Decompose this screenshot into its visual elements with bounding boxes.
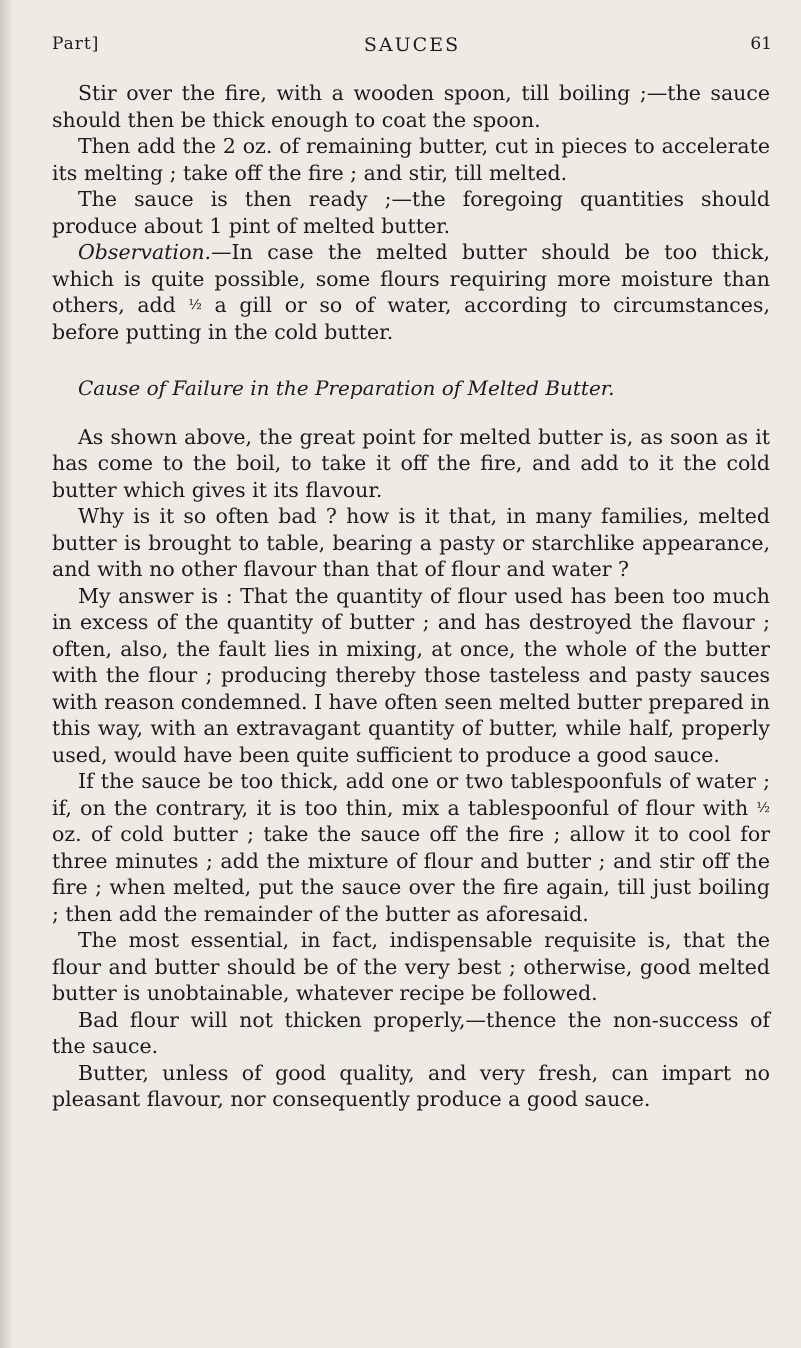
paragraph: Butter, unless of good quality, and very fresh, can impart no pleasant flavour, nor consequently produce a good sauce. <box>52 1060 770 1111</box>
fraction: ½ <box>188 297 202 313</box>
observation-label: Observation. <box>78 240 212 264</box>
fraction: ½ <box>756 799 770 816</box>
paragraph: The sauce is then ready ;—the foregoing quantities should produce about 1 pint of melted butter. <box>52 187 770 238</box>
page-gutter-shadow <box>0 0 14 1348</box>
page-number: 61 <box>750 34 772 54</box>
paragraph: Then add the 2 oz. of remaining butter, cut in pieces to accelerate its melting ; take off the fire ; and stir, till melted. <box>52 134 770 185</box>
header-part-label: Part] <box>52 34 100 54</box>
paragraph-text-b: oz. of cold butter ; take the sauce off the fire ; allow it to cool for three minutes ; add the mixture of flour and butter ; and stir off the fire ; when melted, put the sauce over the fire again, till just boiling ; then add the remainder of the butter as aforesaid. <box>52 822 770 926</box>
running-header <box>52 34 772 66</box>
paragraph: Why is it so often bad ? how is it that, in many families, melted butter is brought to table, bearing a pasty or starchlike appearance, and with no other flavour than that of flour and water ? <box>52 504 770 581</box>
paragraph <box>52 768 770 927</box>
section-heading: Cause of Failure in the Preparation of Melted Butter. <box>78 376 615 400</box>
observation-text-b: a gill or so of water, according to circumstances, before putting in the cold butter. <box>52 293 770 344</box>
body-text <box>52 80 770 1113</box>
paragraph: Bad flour will not thicken properly,—thence the non-success of the sauce. <box>52 1007 770 1058</box>
paragraph: As shown above, the great point for melted butter is, as soon as it has come to the boil, to take it off the fire, and add to it the cold butter which gives it its flavour. <box>52 424 770 502</box>
paragraph: Stir over the fire, with a wooden spoon, till boiling ;—the sauce should then be thick enough to coat the spoon. <box>52 81 770 132</box>
paragraph: My answer is : That the quantity of flour used has been too much in excess of the quantity of butter ; and has destroyed the flavour ; often, also, the fault lies in mixing, at once, the whole of the butter with the flour ; producing thereby those tasteless and pasty sauces with reason condemned. I have often seen melted butter prepared in this way, with an extravagant quantity of butter, while half, properly used, would have been quite sufficient to produce a good sauce. <box>52 583 770 767</box>
paragraph-text-a: If the sauce be too thick, add one or two tablespoonfuls of water ; if, on the contrary, it is too thin, mix a tablespoonful of flour with <box>52 769 770 820</box>
paragraph: The most essential, in fact, indispensable requisite is, that the flour and butter should be of the very best ; otherwise, good melted butter is unobtainable, whatever recipe be followed. <box>52 928 770 1005</box>
header-title: SAUCES <box>363 34 461 56</box>
observation-text-a: —In case the melted butter should be too thick, which is quite possible, some flours requiring more moisture than others, add <box>52 240 770 317</box>
observation-paragraph <box>52 239 770 345</box>
